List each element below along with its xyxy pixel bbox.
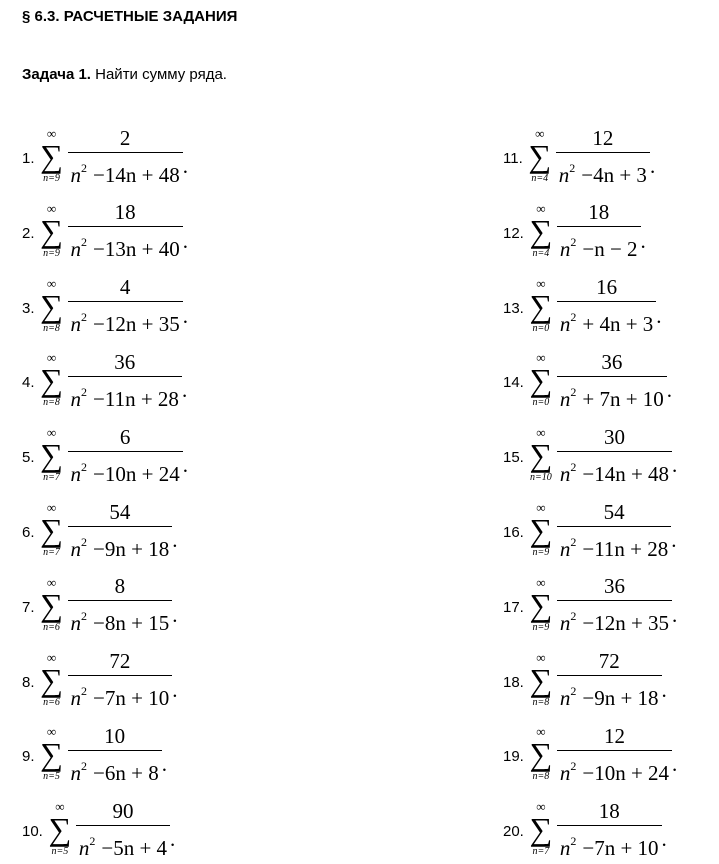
- sum-symbol: [39, 352, 65, 409]
- sigma-icon: ∑: [529, 586, 553, 623]
- period: .: [170, 827, 176, 852]
- sum-symbol: [528, 649, 554, 709]
- numerator: 18: [114, 200, 136, 225]
- fraction: [76, 799, 170, 861]
- sum-symbol: [528, 275, 554, 335]
- denominator-terms: −14n + 48: [93, 162, 180, 187]
- problem-number: 20.: [503, 823, 524, 841]
- problem-item: [22, 717, 167, 792]
- lower-limit: n=8: [532, 771, 550, 783]
- problem-number: 6.: [22, 524, 35, 541]
- denominator: $n^2 -13n + 40$: [68, 226, 183, 262]
- sigma-icon: ∑: [529, 437, 553, 474]
- fraction: [68, 649, 173, 711]
- problem-number: 11.: [503, 150, 523, 167]
- infinity-limit: ∞: [536, 200, 546, 216]
- lower-limit: n=0: [532, 397, 550, 409]
- sigma-icon: ∑: [529, 287, 553, 324]
- numerator: 16: [596, 275, 618, 300]
- problem-number: 7.: [22, 598, 35, 616]
- sum-symbol: [528, 200, 554, 260]
- denominator: $n^2 -8n + 15$: [68, 600, 173, 636]
- sigma-icon: ∑: [40, 586, 63, 623]
- sum-symbol: [528, 726, 554, 783]
- denominator: $n^2 -12n + 35$: [557, 600, 672, 636]
- problem-number: 14.: [503, 374, 524, 392]
- infinity-limit: ∞: [46, 724, 57, 740]
- sigma-icon: ∑: [529, 212, 553, 249]
- denominator: $n^2 -7n + 10$: [68, 675, 173, 711]
- fraction: [557, 649, 662, 711]
- task-heading: [22, 66, 227, 83]
- numerator: 36: [114, 349, 136, 374]
- denominator: $n^2 -n - 2$: [557, 226, 641, 262]
- problem-number: 2.: [22, 224, 35, 242]
- lower-limit: n=4: [531, 173, 549, 184]
- sum-symbol: [39, 128, 65, 185]
- sum-symbol: [39, 502, 65, 559]
- denominator-terms: −4n + 3: [581, 162, 647, 187]
- lower-limit: n=0: [532, 322, 550, 334]
- period: .: [172, 677, 178, 702]
- period: .: [672, 602, 678, 627]
- denominator-terms: −9n + 18: [93, 536, 170, 561]
- denominator-terms: −8n + 15: [93, 611, 170, 636]
- problem-item: [22, 194, 188, 269]
- denominator: $n^2 -5n + 4$: [76, 825, 170, 861]
- sum-symbol: [47, 801, 73, 858]
- problem-item: [503, 343, 672, 418]
- denominator: $n^2 -7n + 10$: [557, 825, 662, 861]
- fraction: [557, 350, 667, 412]
- lower-limit: n=9: [532, 547, 550, 558]
- problem-item: [503, 717, 677, 792]
- problem-number: 17.: [503, 598, 524, 616]
- sigma-icon: ∑: [40, 362, 63, 399]
- denominator-terms: + 7n + 10: [582, 386, 664, 411]
- fraction: [556, 126, 650, 188]
- problem-number: 4.: [22, 374, 35, 392]
- lower-limit: n=5: [43, 771, 60, 783]
- fraction: [557, 200, 641, 262]
- denominator-terms: + 4n + 3: [582, 312, 654, 337]
- lower-limit: n=9: [43, 247, 60, 259]
- denominator-terms: −11n + 28: [93, 386, 179, 411]
- sigma-icon: ∑: [529, 362, 553, 399]
- sigma-icon: ∑: [48, 811, 72, 848]
- period: .: [182, 228, 188, 253]
- denominator-terms: −10n + 24: [93, 461, 180, 486]
- infinity-limit: ∞: [46, 500, 57, 515]
- period: .: [172, 602, 178, 627]
- lower-limit: n=6: [43, 621, 60, 633]
- problem-item: [22, 343, 187, 418]
- infinity-limit: ∞: [46, 649, 57, 665]
- sum-symbol: [39, 275, 65, 335]
- period: .: [181, 378, 188, 403]
- problem-number: 12.: [503, 224, 524, 242]
- denominator: $n^2 -4n + 3$: [556, 152, 650, 188]
- numerator: 30: [603, 424, 625, 449]
- denominator: $n^2 -11n + 28$: [557, 526, 671, 562]
- problem-item: [503, 792, 667, 864]
- infinity-limit: ∞: [536, 275, 546, 291]
- sum-symbol: [39, 427, 65, 484]
- period: .: [182, 453, 188, 478]
- sum-symbol: [528, 801, 554, 858]
- denominator: $n^2 -9n + 18$: [68, 526, 173, 562]
- fraction: [68, 350, 182, 412]
- fraction: [557, 799, 662, 861]
- problem-number: 15.: [503, 449, 524, 467]
- period: .: [656, 303, 662, 328]
- sum-symbol: [528, 502, 554, 559]
- infinity-limit: ∞: [46, 574, 57, 590]
- denominator-terms: −13n + 40: [93, 237, 180, 262]
- problem-number: 1.: [22, 150, 35, 167]
- sum-symbol: [39, 200, 65, 260]
- sigma-icon: ∑: [529, 512, 553, 548]
- period: .: [161, 752, 167, 777]
- denominator: $n^2 + 4n + 3$: [557, 301, 656, 337]
- infinity-limit: ∞: [46, 275, 57, 291]
- sigma-icon: ∑: [529, 736, 553, 773]
- lower-limit: n=8: [532, 696, 550, 708]
- fraction: [557, 425, 672, 487]
- numerator: 72: [109, 649, 131, 674]
- denominator-terms: −12n + 35: [582, 611, 670, 636]
- lower-limit: n=9: [43, 173, 60, 184]
- period: .: [661, 827, 667, 852]
- period: .: [672, 752, 678, 777]
- numerator: 54: [109, 499, 131, 524]
- problem-number: 8.: [22, 673, 35, 691]
- period: .: [182, 154, 188, 178]
- infinity-limit: ∞: [55, 799, 65, 815]
- period: .: [172, 528, 178, 552]
- infinity-limit: ∞: [536, 724, 546, 740]
- denominator: $n^2 -14n + 48$: [557, 451, 672, 487]
- infinity-limit: ∞: [535, 126, 545, 141]
- period: .: [661, 677, 667, 702]
- numerator: 6: [119, 424, 131, 449]
- numerator: 72: [598, 649, 620, 674]
- fraction: [68, 425, 183, 487]
- problem-item: [503, 269, 662, 344]
- denominator-terms: −7n + 10: [582, 835, 659, 860]
- fraction: [557, 724, 672, 786]
- sigma-icon: ∑: [40, 661, 63, 698]
- sigma-icon: ∑: [40, 437, 63, 474]
- denominator: $n^2 -10n + 24$: [557, 750, 672, 786]
- lower-limit: n=9: [532, 621, 550, 633]
- fraction: [68, 200, 183, 262]
- lower-limit: n=7: [43, 547, 60, 558]
- infinity-limit: ∞: [536, 574, 546, 590]
- numerator: 4: [119, 275, 131, 300]
- sigma-icon: ∑: [529, 811, 553, 848]
- problem-item: [503, 643, 667, 718]
- problem-item: [22, 269, 188, 344]
- sum-symbol: [39, 726, 65, 783]
- problem-number: 5.: [22, 449, 35, 467]
- numerator: 54: [603, 499, 625, 524]
- lower-limit: n=7: [532, 846, 550, 858]
- problem-item: [22, 643, 177, 718]
- period: .: [671, 528, 677, 552]
- infinity-limit: ∞: [536, 425, 546, 441]
- sigma-icon: ∑: [40, 287, 63, 324]
- denominator-terms: −n − 2: [582, 237, 638, 262]
- denominator: $n^2 -10n + 24$: [68, 451, 183, 487]
- lower-limit: n=5: [51, 846, 69, 858]
- numerator: 18: [598, 798, 620, 823]
- problem-item: [503, 568, 677, 643]
- fraction: [68, 275, 183, 337]
- lower-limit: n=8: [43, 322, 60, 334]
- denominator: $n^2 -6n + 8$: [68, 750, 162, 786]
- sigma-icon: ∑: [40, 138, 63, 174]
- lower-limit: n=10: [529, 472, 552, 484]
- infinity-limit: ∞: [536, 799, 546, 815]
- numerator: 36: [601, 349, 623, 374]
- problem-item: [503, 493, 677, 568]
- problem-number: 9.: [22, 748, 35, 766]
- period: .: [672, 453, 678, 478]
- problem-item: [22, 119, 188, 194]
- infinity-limit: ∞: [46, 126, 57, 141]
- problem-item: [22, 418, 188, 493]
- problem-number: 18.: [503, 673, 524, 691]
- sigma-icon: ∑: [40, 212, 63, 249]
- problem-number: 13.: [503, 299, 524, 317]
- lower-limit: n=7: [43, 472, 60, 484]
- problem-number: 3.: [22, 299, 35, 317]
- sigma-icon: ∑: [529, 661, 553, 698]
- fraction: [68, 500, 173, 562]
- problem-item: [503, 418, 677, 493]
- sigma-icon: ∑: [40, 736, 63, 773]
- denominator-terms: −14n + 48: [582, 461, 670, 486]
- fraction: [68, 126, 183, 188]
- denominator-terms: −5n + 4: [101, 835, 168, 860]
- denominator: $n^2 -9n + 18$: [557, 675, 662, 711]
- fraction: [68, 574, 173, 636]
- problem-item: [22, 568, 177, 643]
- lower-limit: n=4: [532, 247, 550, 259]
- denominator: $n^2 -14n + 48$: [68, 152, 183, 188]
- numerator: 90: [112, 798, 134, 823]
- denominator: $n^2 -12n + 35$: [68, 301, 183, 337]
- denominator-terms: −11n + 28: [582, 536, 669, 561]
- problem-number: 16.: [503, 524, 524, 541]
- fraction: [557, 574, 672, 636]
- sigma-icon: ∑: [528, 138, 552, 174]
- sum-symbol: [527, 128, 553, 185]
- denominator-terms: −12n + 35: [93, 312, 180, 337]
- denominator: $n^2 + 7n + 10$: [557, 376, 667, 412]
- infinity-limit: ∞: [46, 350, 57, 366]
- problem-item: [22, 493, 177, 568]
- numerator: 10: [104, 723, 126, 748]
- denominator-terms: −9n + 18: [582, 686, 659, 711]
- denominator: $n^2 -11n + 28$: [68, 376, 182, 412]
- problem-item: [503, 119, 655, 194]
- sum-symbol: [528, 427, 554, 484]
- lower-limit: n=8: [43, 397, 60, 409]
- numerator: 2: [119, 125, 131, 150]
- infinity-limit: ∞: [46, 200, 57, 216]
- section-title: § 6.3. РАСЧЕТНЫЕ ЗАДАНИЯ: [22, 8, 238, 25]
- sum-symbol: [39, 649, 65, 709]
- task-text: Найти сумму ряда.: [90, 66, 227, 83]
- denominator-terms: −7n + 10: [93, 686, 170, 711]
- numerator: 12: [592, 125, 614, 150]
- infinity-limit: ∞: [536, 649, 546, 665]
- denominator-terms: −6n + 8: [93, 760, 159, 785]
- period: .: [649, 154, 656, 178]
- lower-limit: n=6: [43, 696, 60, 708]
- infinity-limit: ∞: [46, 425, 57, 441]
- infinity-limit: ∞: [536, 350, 546, 366]
- denominator-terms: −10n + 24: [582, 760, 670, 785]
- period: .: [182, 303, 188, 328]
- period: .: [640, 228, 646, 253]
- sum-symbol: [528, 352, 554, 409]
- problem-number: 19.: [503, 748, 524, 766]
- fraction: [68, 724, 162, 786]
- fraction: [557, 275, 656, 337]
- sum-symbol: [528, 574, 554, 634]
- problem-number: 10.: [22, 823, 43, 841]
- problem-item: [503, 194, 646, 269]
- numerator: 36: [603, 574, 625, 599]
- sigma-icon: ∑: [40, 512, 63, 548]
- problem-item: [22, 792, 175, 864]
- numerator: 12: [603, 723, 625, 748]
- period: .: [666, 378, 673, 403]
- task-label: Задача 1.: [22, 66, 91, 83]
- numerator: 8: [114, 574, 126, 599]
- infinity-limit: ∞: [536, 500, 546, 515]
- numerator: 18: [588, 200, 610, 225]
- fraction: [557, 500, 671, 562]
- sum-symbol: [39, 574, 65, 634]
